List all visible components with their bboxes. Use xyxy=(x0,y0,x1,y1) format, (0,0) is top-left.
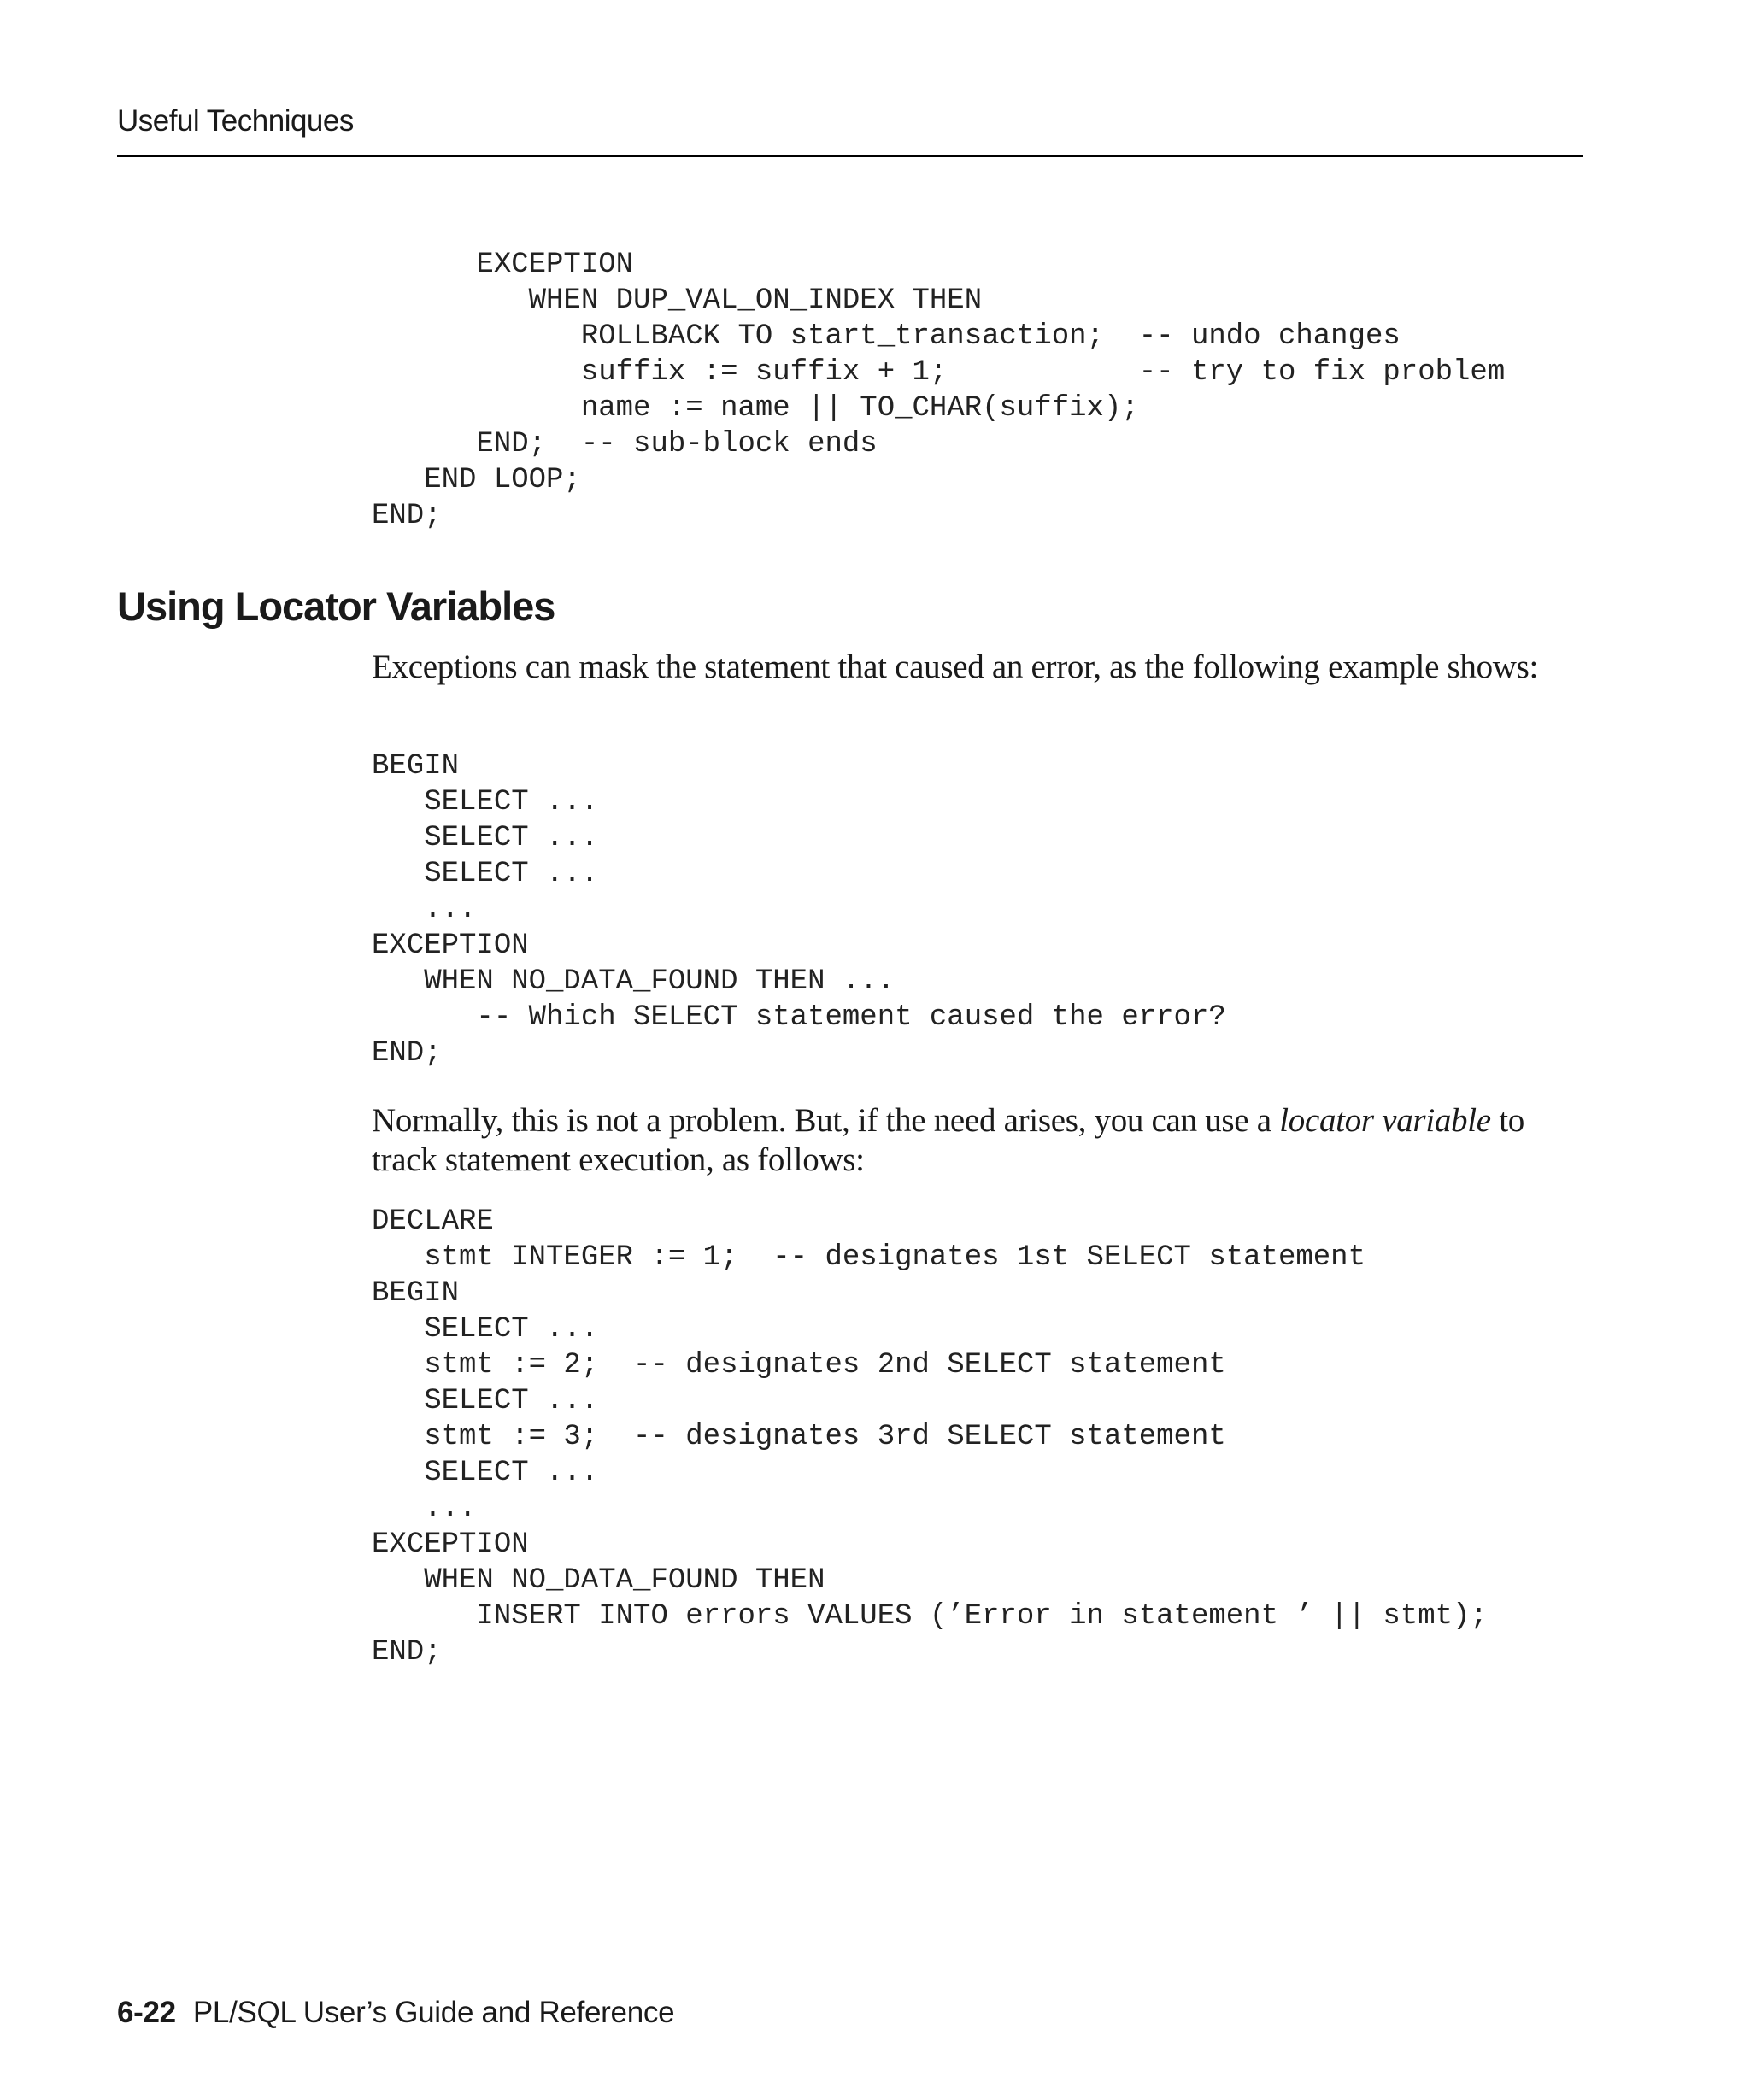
paragraph-intro: Exceptions can mask the statement that caused an error, as the following example shows: xyxy=(372,648,1539,685)
paragraph-locator-variable xyxy=(372,1101,1589,1180)
code-block-locator-example: DECLARE stmt INTEGER := 1; -- designates 1st SELECT statement BEGIN SELECT ... stmt := 2; -- designates 2nd SELECT statement SELECT ... stmt := 3; -- designates 3rd SELECT statement SELECT ... ... EXCEPTION WHEN NO_DATA_FOUND THEN INSERT INTO errors VALUES (’Error in statement ’ || stmt); END; xyxy=(372,1205,1488,1669)
section-heading: Using Locator Variables xyxy=(117,584,555,629)
paragraph-text-start: Normally, this is not a problem. But, if the need arises, you can use a xyxy=(372,1102,1280,1139)
running-header: Useful Techniques xyxy=(117,104,354,138)
code-block-exception-loop: EXCEPTION WHEN DUP_VAL_ON_INDEX THEN ROLLBACK TO start_transaction; -- undo changes suffix := suffix + 1; -- try to fix problem name := name || TO_CHAR(suffix); END; -- sub-block ends END LOOP; END; xyxy=(372,249,1506,532)
header-rule xyxy=(117,155,1583,157)
paragraph-text-end: to track statement execution, as follows: xyxy=(372,1102,1524,1178)
code-block-masked-error-example: BEGIN SELECT ... SELECT ... SELECT ... ... EXCEPTION WHEN NO_DATA_FOUND THEN ... -- Which SELECT statement caused the error? END; xyxy=(372,750,1226,1070)
page-number: 6-22 xyxy=(117,1996,176,2029)
term-locator-variable: locator variable xyxy=(1279,1102,1491,1139)
page-footer xyxy=(117,1997,674,2027)
book-title: PL/SQL User’s Guide and Reference xyxy=(192,1996,675,2029)
